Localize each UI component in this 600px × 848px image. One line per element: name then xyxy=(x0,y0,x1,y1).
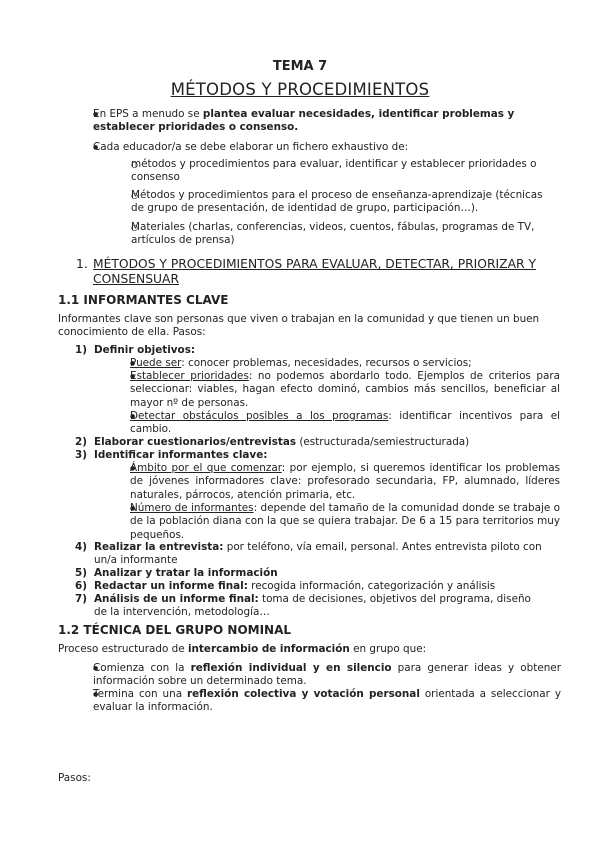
intro-bullet-1 xyxy=(75,108,563,135)
step-7-number: 7) xyxy=(75,593,87,605)
grupo-nominal-bullet-1-post: para generar ideas y obtener información sobre un determinado tema. xyxy=(93,662,561,688)
grupo-nominal-bullet-2 xyxy=(75,688,561,715)
step-3-item-1-term: Ámbito por el que comenzar xyxy=(130,462,282,474)
step-6-text: recogida información, categorización y análisis xyxy=(247,580,496,592)
step-1-item-3-text: : identificar incentivos para el cambio. xyxy=(130,410,560,436)
section-1-heading xyxy=(76,257,548,286)
subsection-1-2-intro xyxy=(58,643,543,656)
step-1-item-3 xyxy=(113,410,560,437)
step-1-item-1-term: Puede ser xyxy=(130,357,182,369)
intro-sub-1 xyxy=(113,158,556,185)
pasos-label: Pasos: xyxy=(58,772,91,784)
step-4-text: por teléfono, vía email, personal. Antes entrevista piloto con un/a informante xyxy=(94,541,542,567)
step-1-item-2-term: Establecer prioridades xyxy=(130,370,249,382)
grupo-nominal-bullet-1 xyxy=(75,662,561,689)
step-7-text: toma de decisiones, objetivos del programa, diseño de la intervención, metodología… xyxy=(94,593,531,619)
step-7-label: Análisis de un informe final: xyxy=(94,593,259,605)
intro-sub-1-text: métodos y procedimientos para evaluar, identificar y establecer prioridades o consenso xyxy=(131,158,537,184)
subsection-1-1-intro: Informantes clave son personas que viven o trabajan en la comunidad y que tienen un buen conocimiento de ella. Pasos: xyxy=(58,313,540,339)
step-1-number: 1) xyxy=(75,344,87,356)
step-1 xyxy=(75,344,545,357)
step-2 xyxy=(75,436,545,449)
step-1-item-2-text: : no podemos abordarlo todo. Ejemplos de criterios para seleccionar: viables, hagan efecto dominó, cambios más sencillos, beneficiar al mayor nº de personas. xyxy=(130,370,560,409)
step-1-item-1 xyxy=(113,357,560,370)
step-1-item-2 xyxy=(113,370,560,410)
section-1-number: 1. xyxy=(76,257,88,271)
intro-bullet-1-pre: En EPS a menudo se xyxy=(93,108,203,120)
grupo-nominal-bullet-1-bold: reflexión individual y en silencio xyxy=(190,662,392,674)
step-3-item-2-term: Número de informantes xyxy=(130,502,254,514)
step-3-label: Identificar informantes clave: xyxy=(94,449,268,461)
subsection-1-2-intro-bold: intercambio de información xyxy=(187,643,350,655)
step-4 xyxy=(75,541,545,568)
step-4-number: 4) xyxy=(75,541,87,553)
step-2-number: 2) xyxy=(75,436,87,448)
step-1-item-3-term: Detectar obstáculos posibles a los programas xyxy=(130,410,389,422)
step-4-label: Realizar la entrevista: xyxy=(94,541,224,553)
step-7 xyxy=(75,593,545,620)
intro-sub-2-text: Métodos y procedimientos para el proceso de enseñanza-aprendizaje (técnicas de grupo de presentación, de identidad de grupo, participación…). xyxy=(131,189,543,215)
intro-sub-3-text: Materiales (charlas, conferencias, videos, cuentos, fábulas, programas de TV, artículos de prensa) xyxy=(131,221,535,247)
step-3 xyxy=(75,449,545,462)
intro-bullet-2 xyxy=(75,141,563,154)
grupo-nominal-bullet-2-pre: Termina con una xyxy=(93,688,187,700)
step-2-text: (estructurada/semiestructurada) xyxy=(296,436,470,448)
intro-bullet-2-text: Cada educador/a se debe elaborar un fichero exhaustivo de: xyxy=(93,141,409,153)
intro-bullet-1-bold: plantea evaluar necesidades, identificar problemas y establecer prioridades o consenso. xyxy=(93,108,515,134)
step-3-number: 3) xyxy=(75,449,87,461)
step-1-label: Definir objetivos: xyxy=(94,344,196,356)
topic-number: TEMA 7 xyxy=(272,59,328,74)
subsection-1-2-intro-post: en grupo que: xyxy=(349,643,427,655)
step-3-item-2 xyxy=(113,502,560,542)
step-1-item-1-text: : conocer problemas, necesidades, recursos o servicios; xyxy=(181,357,472,369)
subsection-1-2-title: 1.2 TÉCNICA DEL GRUPO NOMINAL xyxy=(58,623,292,637)
step-3-item-2-text: : depende del tamaño de la comunidad donde se trabaje o de la población diana con la que se quiera trabajar. De 6 a 15 para territorios muy pequeños. xyxy=(130,502,560,541)
step-5 xyxy=(75,567,545,580)
step-6-label: Redactar un informe final: xyxy=(94,580,248,592)
grupo-nominal-bullet-2-post: orientada a seleccionar y evaluar la información. xyxy=(93,688,561,714)
step-2-label: Elaborar cuestionarios/entrevistas xyxy=(94,436,297,448)
step-3-item-1 xyxy=(113,462,560,502)
section-1-title: MÉTODOS Y PROCEDIMIENTOS PARA EVALUAR, DETECTAR, PRIORIZAR Y CONSENSUAR xyxy=(93,257,536,286)
step-5-number: 5) xyxy=(75,567,87,579)
page-title: MÉTODOS Y PROCEDIMIENTOS xyxy=(170,80,430,99)
grupo-nominal-bullet-2-bold: reflexión colectiva y votación personal xyxy=(187,688,420,700)
intro-sub-3 xyxy=(113,221,556,248)
step-6-number: 6) xyxy=(75,580,87,592)
subsection-1-2-intro-pre: Proceso estructurado de xyxy=(58,643,188,655)
subsection-1-1-title: 1.1 INFORMANTES CLAVE xyxy=(58,293,229,307)
grupo-nominal-bullet-1-pre: Comienza con la xyxy=(93,662,191,674)
intro-sub-2 xyxy=(113,189,556,216)
step-5-label: Analizar y tratar la información xyxy=(94,567,278,579)
step-6 xyxy=(75,580,545,593)
step-3-item-1-text: : por ejemplo, si queremos identificar los problemas de jóvenes informadores clave: profesorado secundaria, FP, alumnado, líderes naturales, párrocos, atención primaria, etc. xyxy=(130,462,560,501)
